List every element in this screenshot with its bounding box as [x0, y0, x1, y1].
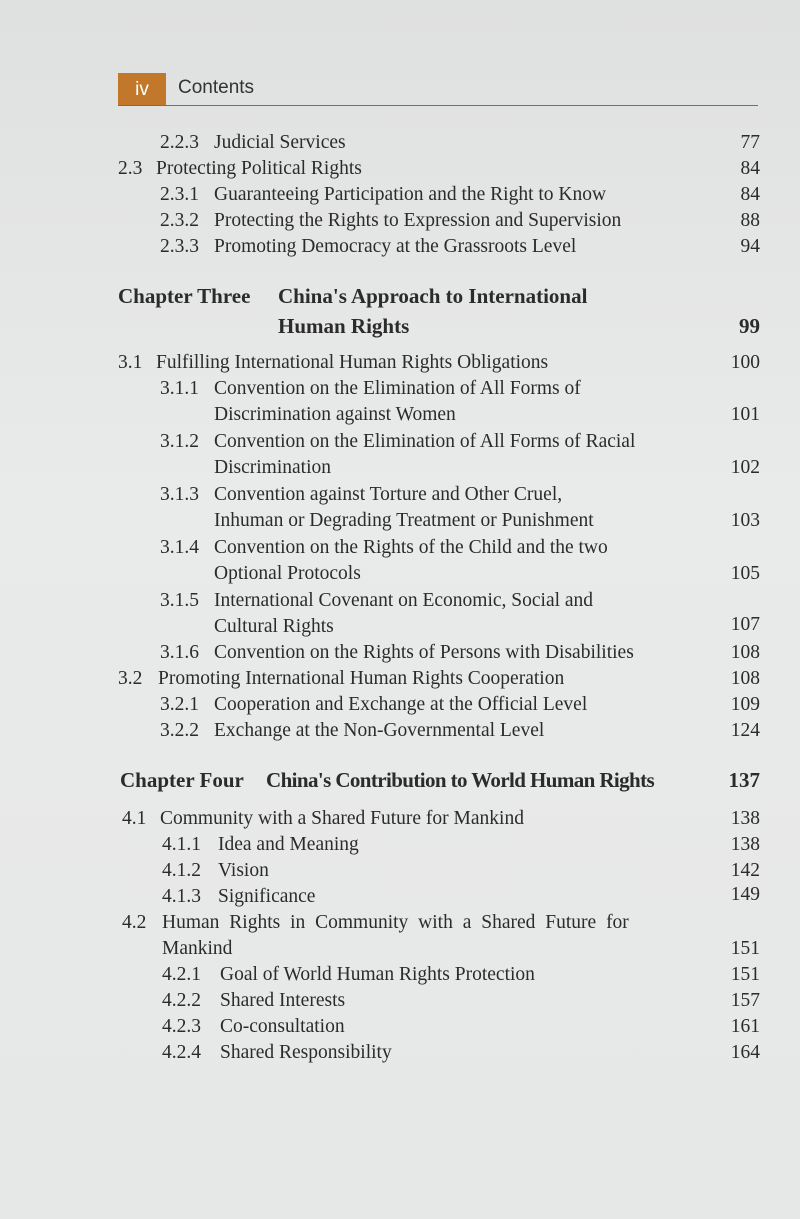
entry-title: Protecting the Rights to Expression and Supervision — [214, 210, 622, 231]
entry-number: 3.1.3 — [160, 484, 199, 505]
toc-entry — [0, 588, 800, 640]
entry-title: Promoting International Human Rights Cooperation — [158, 668, 565, 689]
entry-page: 109 — [730, 694, 760, 715]
entry-title: Human Rights in Community with a Shared Future for — [162, 912, 629, 933]
entry-number: 3.2.1 — [160, 694, 199, 715]
entry-page: 161 — [730, 1016, 760, 1037]
entry-page: 151 — [730, 964, 760, 985]
entry-page: 151 — [730, 938, 760, 959]
entry-page: 105 — [730, 563, 760, 584]
entry-page: 94 — [740, 236, 760, 257]
entry-title: Co-consultation — [220, 1016, 345, 1037]
entry-page: 107 — [730, 614, 760, 635]
entry-title: Shared Responsibility — [220, 1042, 392, 1063]
entry-number: 3.1.5 — [160, 590, 199, 611]
chapter-number: Chapter Four — [120, 768, 244, 792]
entry-title: Promoting Democracy at the Grassroots Level — [214, 236, 577, 257]
toc-entry — [0, 482, 800, 534]
entry-title: Judicial Services — [214, 132, 346, 153]
entry-number: 4.2.1 — [162, 964, 201, 985]
toc-entry — [0, 376, 800, 428]
entry-number: 3.2.2 — [160, 720, 199, 741]
entry-number: 2.3 — [118, 158, 143, 179]
entry-page: 164 — [730, 1042, 760, 1063]
chapter-page: 99 — [739, 314, 760, 338]
entry-page: 108 — [730, 668, 760, 689]
entry-page: 84 — [740, 184, 760, 205]
entry-page: 77 — [740, 132, 760, 153]
chapter-title-line2: Human Rights — [278, 314, 410, 338]
entry-title: Idea and Meaning — [218, 834, 359, 855]
toc-entry — [0, 910, 800, 962]
entry-number: 2.3.2 — [160, 210, 199, 231]
entry-title: Convention on the Rights of the Child and the two — [214, 537, 608, 558]
entry-title-line2: Discrimination — [214, 457, 331, 478]
chapter-page: 137 — [728, 768, 760, 792]
entry-title: Significance — [218, 886, 316, 907]
entry-page: 84 — [740, 158, 760, 179]
entry-page: 100 — [730, 352, 760, 373]
entry-title: Exchange at the Non-Governmental Level — [214, 720, 545, 741]
page-header — [118, 73, 758, 106]
entry-number: 3.1 — [118, 352, 143, 373]
entry-title: Fulfilling International Human Rights Obligations — [156, 352, 549, 373]
entry-page: 142 — [730, 860, 760, 881]
entry-page: 102 — [730, 457, 760, 478]
chapter-number: Chapter Three — [118, 284, 251, 308]
entry-title-line2: Cultural Rights — [214, 616, 334, 637]
entry-number: 2.3.3 — [160, 236, 199, 257]
entry-number: 4.1.1 — [162, 834, 201, 855]
entry-page: 88 — [740, 210, 760, 231]
entry-number: 4.2.2 — [162, 990, 201, 1011]
entry-title: Convention on the Rights of Persons with Disabilities — [214, 642, 634, 663]
entry-title: Protecting Political Rights — [156, 158, 362, 179]
entry-title-line2: Mankind — [162, 938, 233, 959]
entry-title: Goal of World Human Rights Protection — [220, 964, 535, 985]
chapter-title: China's Approach to International — [278, 284, 588, 308]
entry-number: 2.2.3 — [160, 132, 199, 153]
entry-title: Convention on the Elimination of All Forms of Racial — [214, 431, 636, 452]
chapter-entry — [0, 283, 800, 343]
page-number-badge: iv — [118, 73, 166, 105]
entry-title: Vision — [218, 860, 269, 881]
chapter-title: China's Contribution to World Human Rights — [266, 768, 655, 792]
entry-number: 4.2.4 — [162, 1042, 201, 1063]
entry-number: 4.1 — [122, 808, 147, 829]
entry-page: 103 — [730, 510, 760, 531]
entry-page: 101 — [730, 404, 760, 425]
entry-page: 108 — [730, 642, 760, 663]
entry-number: 4.2 — [122, 912, 147, 933]
toc-entry — [0, 429, 800, 481]
entry-number: 3.2 — [118, 668, 143, 689]
entry-title: Cooperation and Exchange at the Official Level — [214, 694, 588, 715]
entry-number: 4.2.3 — [162, 1016, 201, 1037]
entry-title: Guaranteeing Participation and the Right to Know — [214, 184, 607, 205]
entry-number: 2.3.1 — [160, 184, 199, 205]
entry-number: 4.1.2 — [162, 860, 201, 881]
entry-page: 138 — [730, 834, 760, 855]
entry-page: 149 — [730, 884, 760, 905]
entry-number: 3.1.6 — [160, 642, 199, 663]
entry-title-line2: Inhuman or Degrading Treatment or Punishment — [214, 510, 594, 531]
toc-entry — [0, 535, 800, 587]
entry-title-line2: Optional Protocols — [214, 563, 361, 584]
entry-page: 124 — [730, 720, 760, 741]
entry-title: Shared Interests — [220, 990, 346, 1011]
entry-title: Community with a Shared Future for Mankind — [160, 808, 524, 829]
entry-number: 3.1.1 — [160, 378, 199, 399]
entry-title: Convention on the Elimination of All Forms of — [214, 378, 581, 399]
entry-number: 3.1.2 — [160, 431, 199, 452]
header-title: Contents — [178, 77, 255, 98]
entry-title: International Covenant on Economic, Social and — [214, 590, 594, 611]
entry-title-line2: Discrimination against Women — [214, 404, 456, 425]
entry-title: Convention against Torture and Other Cruel, — [214, 484, 563, 505]
entry-page: 157 — [730, 990, 760, 1011]
entry-number: 3.1.4 — [160, 537, 199, 558]
entry-page: 138 — [730, 808, 760, 829]
entry-number: 4.1.3 — [162, 886, 201, 907]
